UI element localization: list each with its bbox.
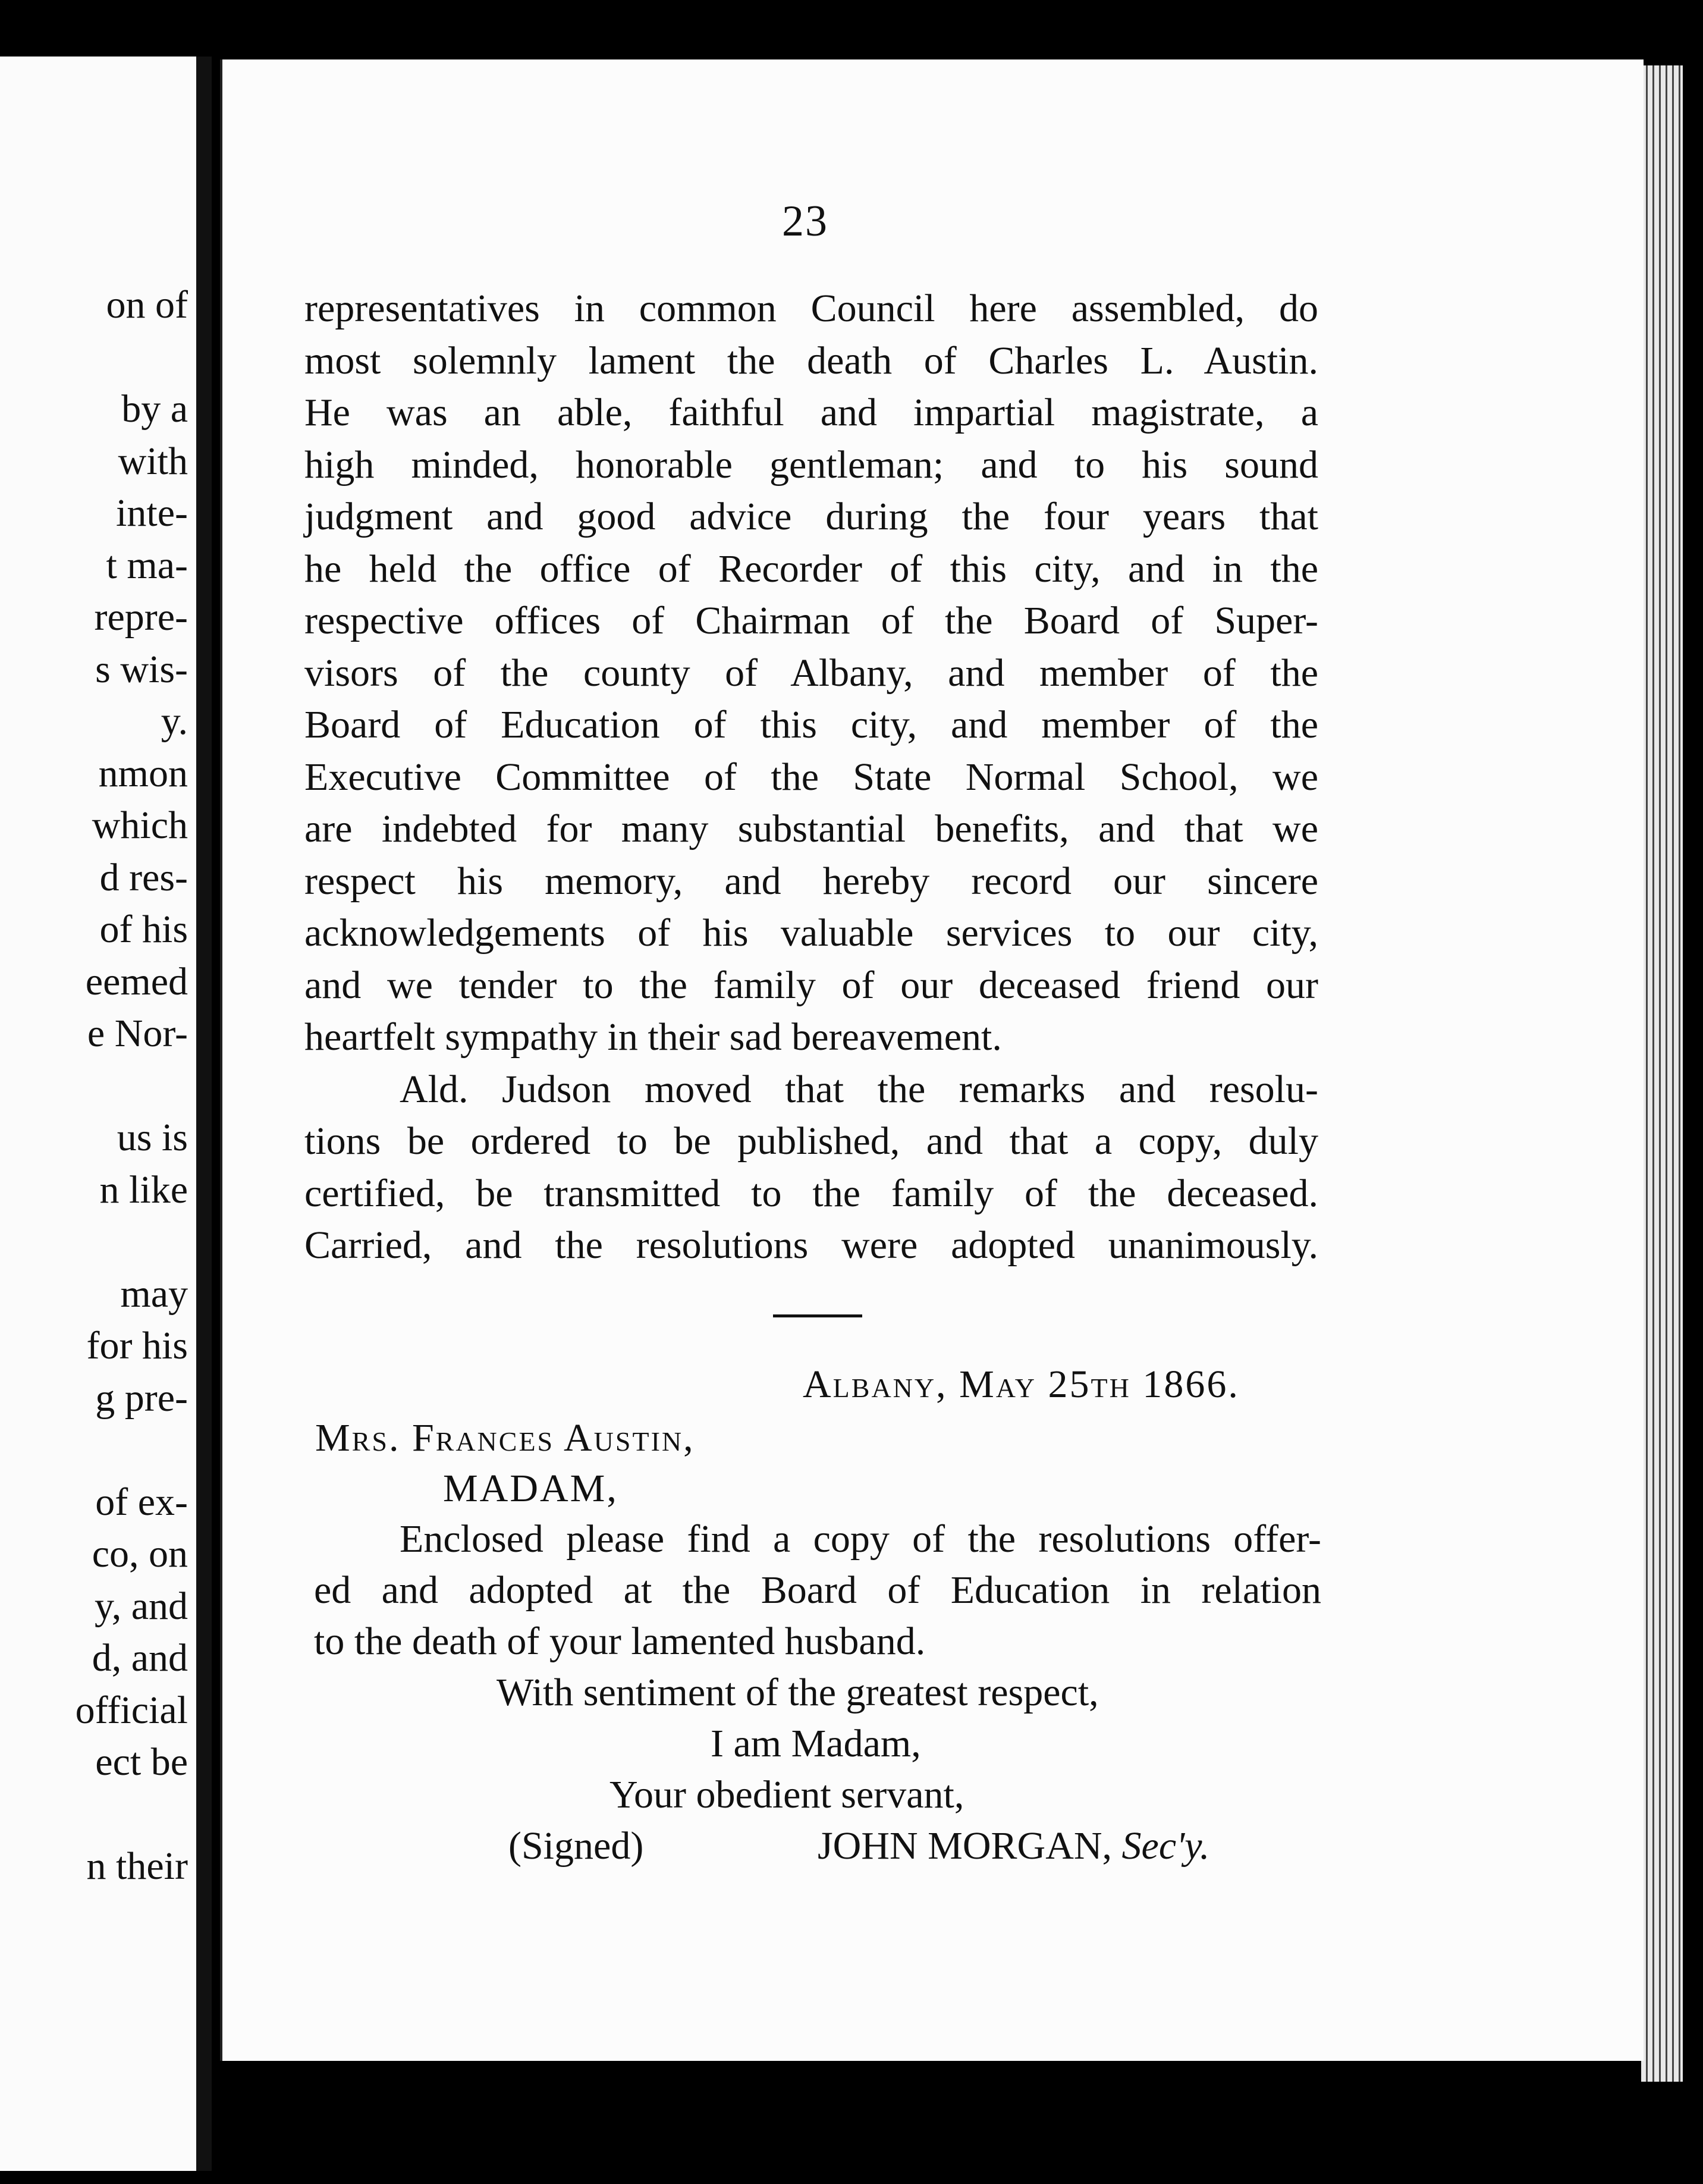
text-line: tions be ordered to be published, and that a copy, duly (304, 1119, 1318, 1163)
closing-line: Your obedient servant, (609, 1773, 964, 1816)
text-line: judgment and good advice during the four years that (304, 495, 1318, 538)
text-line: representatives in common Council here assembled, do (304, 287, 1318, 330)
fragment-line: which (92, 804, 188, 847)
signer-name: JOHN MORGAN, (818, 1824, 1113, 1868)
text-line: Executive Committee of the State Normal School, we (304, 755, 1318, 799)
fragment-line: t ma- (106, 543, 188, 587)
fragment-line: y, and (94, 1584, 188, 1628)
text-line: acknowledgements of his valuable services to our city, (304, 911, 1318, 955)
signer-title: Sec'y. (1121, 1824, 1210, 1868)
letter-line: ed and adopted at the Board of Education in relation (314, 1568, 1321, 1612)
fragment-line: of his (99, 908, 188, 951)
fragment-line: repre- (94, 595, 188, 639)
text-line: he held the office of Recorder of this city, and in the (304, 547, 1318, 591)
fragment-line: d, and (92, 1636, 188, 1680)
text-line: Carried, and the resolutions were adopted unanimously. (304, 1223, 1318, 1267)
text-line: respect his memory, and hereby record our sincere (304, 859, 1318, 903)
fragment-line: g pre- (95, 1376, 188, 1420)
salutation: MADAM, (443, 1467, 618, 1510)
text-line: and we tender to the family of our deceased friend our (304, 963, 1318, 1007)
page-number: 23 (782, 197, 828, 246)
text-line: Board of Education of this city, and member of the (304, 703, 1318, 746)
fragment-line: official (75, 1688, 188, 1732)
closing-line: With sentiment of the greatest respect, (497, 1671, 1099, 1714)
fragment-line: s wis- (95, 647, 188, 691)
text-line: visors of the county of Albany, and member of the (304, 651, 1318, 695)
fragment-line: may (120, 1272, 188, 1316)
fragment-line: y. (161, 699, 188, 743)
fragment-line: of ex- (95, 1480, 188, 1524)
letter-line: Enclosed please find a copy of the resolutions offer- (400, 1517, 1321, 1561)
fragment-line: co, on (92, 1532, 188, 1576)
text-line: certified, be transmitted to the family of the deceased. (304, 1171, 1318, 1215)
fragment-line: ect be (95, 1740, 188, 1784)
fragment-line: nmon (98, 751, 188, 795)
section-divider (773, 1314, 862, 1317)
text-line: high minded, honorable gentleman; and to his sound (304, 443, 1318, 487)
closing-line: I am Madam, (711, 1722, 921, 1765)
text-line: respective offices of Chairman of the Board of Super- (304, 599, 1318, 642)
text-line: He was an able, faithful and impartial magistrate, a (304, 391, 1318, 434)
fragment-line: on of (106, 283, 188, 327)
text-line: heartfelt sympathy in their sad bereavement. (304, 1015, 1002, 1059)
fragment-line: with (118, 439, 188, 483)
fragment-line: by a (121, 387, 188, 431)
text-line: Ald. Judson moved that the remarks and resolu- (400, 1067, 1318, 1111)
addressee: Mrs. Frances Austin, (315, 1416, 695, 1460)
resolution-text (304, 283, 1318, 1272)
fragment-line: eemed (85, 959, 188, 1003)
fragment-line: e Nor- (87, 1012, 188, 1055)
book-gutter (196, 57, 212, 2171)
letter-line: to the death of your lamented husband. (314, 1620, 926, 1663)
fragment-line: n their (86, 1844, 188, 1888)
text-line: most solemnly lament the death of Charles L. Austin. (304, 338, 1318, 382)
fragment-line: n like (99, 1168, 188, 1212)
signed-label: (Signed) (508, 1824, 644, 1868)
page-edges (1641, 65, 1683, 2082)
dateline: Albany, May 25th 1866. (803, 1363, 1240, 1406)
fragment-line: inte- (116, 491, 188, 535)
fragment-line: us is (117, 1116, 188, 1159)
signature-block (818, 1824, 1209, 1869)
fragment-line: for his (86, 1324, 188, 1367)
previous-page-fragment (0, 57, 196, 2171)
text-line: are indebted for many substantial benefits, and that we (304, 807, 1318, 851)
fragment-line: d res- (99, 855, 188, 899)
